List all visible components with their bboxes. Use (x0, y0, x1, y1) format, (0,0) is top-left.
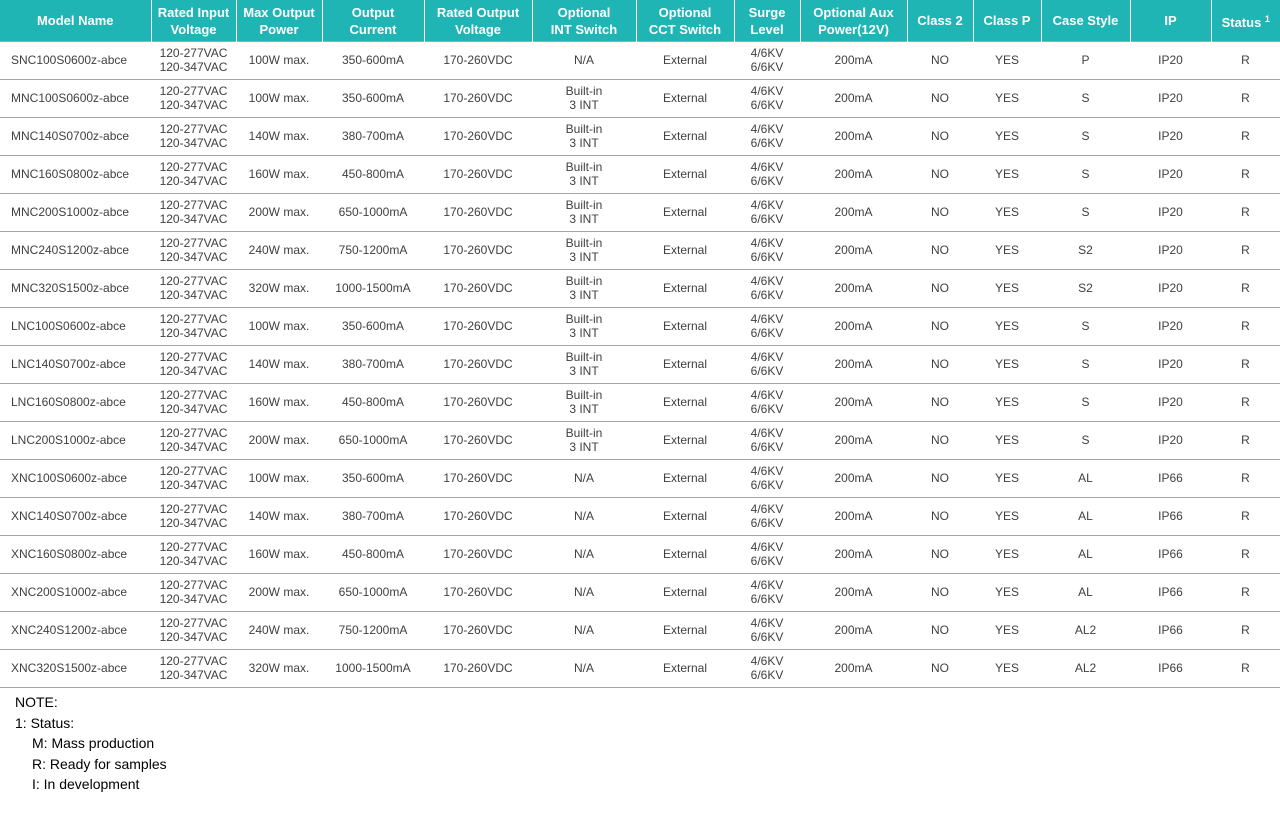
cell-ip: IP20 (1130, 156, 1211, 194)
notes-status-heading: 1: Status: (15, 714, 75, 731)
cell-class-p: YES (973, 156, 1041, 194)
cell-model-name: XNC200S1000z-abce (0, 574, 151, 612)
cell-rated-output-voltage: 170-260VDC (424, 118, 532, 156)
cell-class-p: YES (973, 118, 1041, 156)
cell-rated-output-voltage: 170-260VDC (424, 612, 532, 650)
cell-status: R (1211, 650, 1280, 688)
cell-cct-switch: External (636, 536, 734, 574)
table-row (0, 42, 1280, 80)
cell-class-p: YES (973, 346, 1041, 384)
cell-class-p: YES (973, 308, 1041, 346)
cell-output-current: 750-1200mA (322, 612, 424, 650)
cell-surge-level: 4/6KV 6/6KV (734, 612, 800, 650)
cell-max-output-power: 140W max. (236, 118, 322, 156)
table-row (0, 118, 1280, 156)
cell-int-switch: N/A (532, 574, 636, 612)
table-body (0, 42, 1280, 688)
cell-case-style: S (1041, 308, 1130, 346)
table-row (0, 612, 1280, 650)
cell-surge-level: 4/6KV 6/6KV (734, 574, 800, 612)
cell-ip: IP20 (1130, 346, 1211, 384)
cell-status: R (1211, 308, 1280, 346)
cell-status: R (1211, 42, 1280, 80)
cell-ip: IP66 (1130, 460, 1211, 498)
cell-aux-power: 200mA (800, 270, 907, 308)
cell-output-current: 350-600mA (322, 308, 424, 346)
cell-rated-output-voltage: 170-260VDC (424, 536, 532, 574)
cell-ip: IP66 (1130, 536, 1211, 574)
table-row (0, 574, 1280, 612)
cell-rated-output-voltage: 170-260VDC (424, 384, 532, 422)
cell-int-switch: N/A (532, 650, 636, 688)
table-row (0, 80, 1280, 118)
cell-ip: IP66 (1130, 612, 1211, 650)
cell-max-output-power: 160W max. (236, 384, 322, 422)
cell-model-name: MNC320S1500z-abce (0, 270, 151, 308)
cell-class-2: NO (907, 612, 973, 650)
cell-model-name: LNC200S1000z-abce (0, 422, 151, 460)
cell-ip: IP20 (1130, 194, 1211, 232)
cell-max-output-power: 140W max. (236, 346, 322, 384)
cell-rated-input-voltage: 120-277VAC 120-347VAC (151, 42, 236, 80)
cell-int-switch: Built-in 3 INT (532, 384, 636, 422)
status-footnote-marker: 1 (1264, 13, 1270, 24)
cell-output-current: 1000-1500mA (322, 270, 424, 308)
cell-surge-level: 4/6KV 6/6KV (734, 270, 800, 308)
cell-cct-switch: External (636, 42, 734, 80)
col-header-class-p: Class P (973, 0, 1041, 42)
cell-max-output-power: 100W max. (236, 460, 322, 498)
cell-output-current: 380-700mA (322, 118, 424, 156)
cell-model-name: XNC100S0600z-abce (0, 460, 151, 498)
col-header-model-name: Model Name (0, 0, 151, 42)
cell-case-style: AL2 (1041, 650, 1130, 688)
cell-max-output-power: 200W max. (236, 194, 322, 232)
cell-case-style: AL (1041, 536, 1130, 574)
cell-surge-level: 4/6KV 6/6KV (734, 650, 800, 688)
cell-rated-input-voltage: 120-277VAC 120-347VAC (151, 422, 236, 460)
cell-output-current: 650-1000mA (322, 422, 424, 460)
table-row (0, 498, 1280, 536)
cell-aux-power: 200mA (800, 194, 907, 232)
cell-rated-input-voltage: 120-277VAC 120-347VAC (151, 156, 236, 194)
cell-aux-power: 200mA (800, 80, 907, 118)
table-row (0, 194, 1280, 232)
table-row (0, 422, 1280, 460)
cell-class-p: YES (973, 42, 1041, 80)
cell-case-style: AL (1041, 498, 1130, 536)
cell-rated-input-voltage: 120-277VAC 120-347VAC (151, 650, 236, 688)
cell-output-current: 650-1000mA (322, 194, 424, 232)
cell-class-p: YES (973, 422, 1041, 460)
cell-status: R (1211, 270, 1280, 308)
cell-model-name: MNC240S1200z-abce (0, 232, 151, 270)
cell-class-2: NO (907, 80, 973, 118)
cell-status: R (1211, 460, 1280, 498)
cell-aux-power: 200mA (800, 232, 907, 270)
cell-cct-switch: External (636, 194, 734, 232)
cell-rated-input-voltage: 120-277VAC 120-347VAC (151, 194, 236, 232)
note-item: M: Mass production (32, 735, 155, 751)
cell-int-switch: Built-in 3 INT (532, 80, 636, 118)
cell-output-current: 350-600mA (322, 42, 424, 80)
cell-rated-input-voltage: 120-277VAC 120-347VAC (151, 574, 236, 612)
cell-aux-power: 200mA (800, 650, 907, 688)
cell-model-name: XNC160S0800z-abce (0, 536, 151, 574)
cell-output-current: 380-700mA (322, 346, 424, 384)
cell-class-2: NO (907, 536, 973, 574)
cell-case-style: S (1041, 422, 1130, 460)
cell-model-name: LNC140S0700z-abce (0, 346, 151, 384)
cell-cct-switch: External (636, 308, 734, 346)
cell-aux-power: 200mA (800, 612, 907, 650)
cell-int-switch: N/A (532, 42, 636, 80)
cell-rated-input-voltage: 120-277VAC 120-347VAC (151, 384, 236, 422)
cell-class-p: YES (973, 612, 1041, 650)
cell-status: R (1211, 80, 1280, 118)
cell-cct-switch: External (636, 574, 734, 612)
cell-class-2: NO (907, 194, 973, 232)
cell-model-name: XNC140S0700z-abce (0, 498, 151, 536)
cell-cct-switch: External (636, 384, 734, 422)
cell-ip: IP66 (1130, 650, 1211, 688)
cell-int-switch: Built-in 3 INT (532, 308, 636, 346)
table-row (0, 460, 1280, 498)
table-row (0, 650, 1280, 688)
cell-aux-power: 200mA (800, 422, 907, 460)
col-header-status: Status $^1$ (1211, 0, 1280, 42)
cell-aux-power: 200mA (800, 42, 907, 80)
cell-case-style: S (1041, 80, 1130, 118)
cell-surge-level: 4/6KV 6/6KV (734, 308, 800, 346)
cell-max-output-power: 160W max. (236, 156, 322, 194)
cell-cct-switch: External (636, 118, 734, 156)
cell-status: R (1211, 536, 1280, 574)
cell-case-style: S (1041, 118, 1130, 156)
cell-cct-switch: External (636, 156, 734, 194)
cell-rated-output-voltage: 170-260VDC (424, 422, 532, 460)
cell-rated-output-voltage: 170-260VDC (424, 498, 532, 536)
cell-case-style: S (1041, 194, 1130, 232)
cell-output-current: 450-800mA (322, 536, 424, 574)
col-header-case-style: Case Style (1041, 0, 1130, 42)
cell-int-switch: Built-in 3 INT (532, 270, 636, 308)
cell-rated-output-voltage: 170-260VDC (424, 42, 532, 80)
cell-case-style: S (1041, 346, 1130, 384)
cell-int-switch: N/A (532, 498, 636, 536)
cell-ip: IP66 (1130, 498, 1211, 536)
cell-class-p: YES (973, 270, 1041, 308)
cell-status: R (1211, 194, 1280, 232)
cell-aux-power: 200mA (800, 574, 907, 612)
cell-int-switch: Built-in 3 INT (532, 194, 636, 232)
cell-rated-output-voltage: 170-260VDC (424, 270, 532, 308)
cell-model-name: LNC100S0600z-abce (0, 308, 151, 346)
cell-max-output-power: 100W max. (236, 80, 322, 118)
col-header-class-2: Class 2 (907, 0, 973, 42)
cell-output-current: 350-600mA (322, 460, 424, 498)
cell-cct-switch: External (636, 650, 734, 688)
cell-cct-switch: External (636, 498, 734, 536)
cell-status: R (1211, 612, 1280, 650)
cell-cct-switch: External (636, 346, 734, 384)
cell-ip: IP20 (1130, 308, 1211, 346)
cell-output-current: 650-1000mA (322, 574, 424, 612)
cell-aux-power: 200mA (800, 384, 907, 422)
cell-case-style: S2 (1041, 270, 1130, 308)
cell-surge-level: 4/6KV 6/6KV (734, 422, 800, 460)
col-header-cct-switch: Optional CCT Switch (636, 0, 734, 42)
col-header-max-output-power: Max Output Power (236, 0, 322, 42)
cell-class-2: NO (907, 308, 973, 346)
cell-class-2: NO (907, 232, 973, 270)
cell-status: R (1211, 574, 1280, 612)
cell-aux-power: 200mA (800, 460, 907, 498)
cell-model-name: XNC320S1500z-abce (0, 650, 151, 688)
col-header-surge-level: Surge Level (734, 0, 800, 42)
cell-case-style: AL2 (1041, 612, 1130, 650)
cell-class-p: YES (973, 232, 1041, 270)
cell-rated-input-voltage: 120-277VAC 120-347VAC (151, 232, 236, 270)
cell-rated-input-voltage: 120-277VAC 120-347VAC (151, 346, 236, 384)
cell-aux-power: 200mA (800, 308, 907, 346)
cell-rated-output-voltage: 170-260VDC (424, 460, 532, 498)
cell-rated-output-voltage: 170-260VDC (424, 156, 532, 194)
col-header-aux-power: Optional Aux Power(12V) (800, 0, 907, 42)
cell-surge-level: 4/6KV 6/6KV (734, 536, 800, 574)
cell-class-2: NO (907, 460, 973, 498)
cell-rated-input-voltage: 120-277VAC 120-347VAC (151, 118, 236, 156)
table-row (0, 536, 1280, 574)
table-row (0, 270, 1280, 308)
cell-model-name: MNC200S1000z-abce (0, 194, 151, 232)
cell-class-2: NO (907, 498, 973, 536)
cell-model-name: MNC160S0800z-abce (0, 156, 151, 194)
cell-status: R (1211, 118, 1280, 156)
cell-output-current: 750-1200mA (322, 232, 424, 270)
cell-rated-output-voltage: 170-260VDC (424, 80, 532, 118)
cell-max-output-power: 240W max. (236, 612, 322, 650)
cell-rated-output-voltage: 170-260VDC (424, 308, 532, 346)
col-header-ip: IP (1130, 0, 1211, 42)
cell-model-name: SNC100S0600z-abce (0, 42, 151, 80)
note-item: I: In development (32, 776, 140, 792)
cell-output-current: 450-800mA (322, 156, 424, 194)
cell-max-output-power: 160W max. (236, 536, 322, 574)
cell-surge-level: 4/6KV 6/6KV (734, 42, 800, 80)
cell-case-style: AL (1041, 460, 1130, 498)
col-header-int-switch: Optional INT Switch (532, 0, 636, 42)
cell-aux-power: 200mA (800, 156, 907, 194)
cell-class-2: NO (907, 650, 973, 688)
cell-status: R (1211, 498, 1280, 536)
cell-class-p: YES (973, 498, 1041, 536)
table-row (0, 232, 1280, 270)
cell-int-switch: N/A (532, 460, 636, 498)
notes-title: NOTE: (15, 694, 58, 710)
cell-rated-input-voltage: 120-277VAC 120-347VAC (151, 460, 236, 498)
cell-rated-output-voltage: 170-260VDC (424, 650, 532, 688)
cell-class-2: NO (907, 574, 973, 612)
cell-output-current: 380-700mA (322, 498, 424, 536)
cell-rated-output-voltage: 170-260VDC (424, 574, 532, 612)
cell-cct-switch: External (636, 80, 734, 118)
cell-cct-switch: External (636, 460, 734, 498)
cell-cct-switch: External (636, 612, 734, 650)
cell-surge-level: 4/6KV 6/6KV (734, 384, 800, 422)
cell-cct-switch: External (636, 270, 734, 308)
cell-ip: IP20 (1130, 80, 1211, 118)
cell-max-output-power: 200W max. (236, 422, 322, 460)
cell-aux-power: 200mA (800, 536, 907, 574)
cell-max-output-power: 100W max. (236, 42, 322, 80)
cell-class-2: NO (907, 346, 973, 384)
cell-max-output-power: 200W max. (236, 574, 322, 612)
cell-max-output-power: 320W max. (236, 270, 322, 308)
cell-surge-level: 4/6KV 6/6KV (734, 498, 800, 536)
header-row (0, 0, 1280, 42)
cell-surge-level: 4/6KV 6/6KV (734, 194, 800, 232)
cell-aux-power: 200mA (800, 498, 907, 536)
cell-surge-level: 4/6KV 6/6KV (734, 460, 800, 498)
cell-int-switch: Built-in 3 INT (532, 118, 636, 156)
cell-int-switch: N/A (532, 536, 636, 574)
cell-class-p: YES (973, 650, 1041, 688)
cell-class-p: YES (973, 194, 1041, 232)
cell-class-2: NO (907, 422, 973, 460)
cell-surge-level: 4/6KV 6/6KV (734, 80, 800, 118)
col-header-output-current: Output Current (322, 0, 424, 42)
cell-class-p: YES (973, 574, 1041, 612)
cell-ip: IP20 (1130, 422, 1211, 460)
cell-int-switch: Built-in 3 INT (532, 346, 636, 384)
cell-class-2: NO (907, 270, 973, 308)
cell-cct-switch: External (636, 232, 734, 270)
cell-rated-output-voltage: 170-260VDC (424, 194, 532, 232)
cell-class-p: YES (973, 536, 1041, 574)
cell-rated-input-voltage: 120-277VAC 120-347VAC (151, 270, 236, 308)
cell-status: R (1211, 346, 1280, 384)
cell-surge-level: 4/6KV 6/6KV (734, 156, 800, 194)
cell-int-switch: Built-in 3 INT (532, 422, 636, 460)
cell-max-output-power: 240W max. (236, 232, 322, 270)
cell-rated-input-voltage: 120-277VAC 120-347VAC (151, 612, 236, 650)
cell-rated-output-voltage: 170-260VDC (424, 346, 532, 384)
cell-case-style: P (1041, 42, 1130, 80)
cell-aux-power: 200mA (800, 346, 907, 384)
cell-status: R (1211, 232, 1280, 270)
col-header-rated-output-voltage: Rated Output Voltage (424, 0, 532, 42)
table-row (0, 308, 1280, 346)
cell-output-current: 1000-1500mA (322, 650, 424, 688)
cell-model-name: MNC100S0600z-abce (0, 80, 151, 118)
cell-ip: IP20 (1130, 232, 1211, 270)
cell-ip: IP20 (1130, 42, 1211, 80)
cell-ip: IP20 (1130, 270, 1211, 308)
cell-cct-switch: External (636, 422, 734, 460)
col-header-rated-input-voltage: Rated Input Voltage (151, 0, 236, 42)
cell-ip: IP20 (1130, 118, 1211, 156)
cell-rated-input-voltage: 120-277VAC 120-347VAC (151, 498, 236, 536)
cell-aux-power: 200mA (800, 118, 907, 156)
cell-class-2: NO (907, 42, 973, 80)
cell-max-output-power: 320W max. (236, 650, 322, 688)
cell-surge-level: 4/6KV 6/6KV (734, 346, 800, 384)
cell-class-2: NO (907, 118, 973, 156)
cell-model-name: MNC140S0700z-abce (0, 118, 151, 156)
cell-int-switch: Built-in 3 INT (532, 156, 636, 194)
cell-class-p: YES (973, 80, 1041, 118)
cell-class-2: NO (907, 384, 973, 422)
cell-status: R (1211, 156, 1280, 194)
table-row (0, 346, 1280, 384)
cell-output-current: 450-800mA (322, 384, 424, 422)
cell-case-style: S (1041, 156, 1130, 194)
cell-class-2: NO (907, 156, 973, 194)
note-item: R: Ready for samples (32, 755, 167, 772)
cell-case-style: S (1041, 384, 1130, 422)
cell-surge-level: 4/6KV 6/6KV (734, 118, 800, 156)
cell-class-p: YES (973, 384, 1041, 422)
cell-case-style: AL (1041, 574, 1130, 612)
cell-case-style: S2 (1041, 232, 1130, 270)
cell-rated-input-voltage: 120-277VAC 120-347VAC (151, 80, 236, 118)
notes-section (15, 692, 167, 795)
cell-model-name: XNC240S1200z-abce (0, 612, 151, 650)
cell-model-name: LNC160S0800z-abce (0, 384, 151, 422)
cell-max-output-power: 140W max. (236, 498, 322, 536)
cell-int-switch: N/A (532, 612, 636, 650)
cell-ip: IP20 (1130, 384, 1211, 422)
cell-rated-input-voltage: 120-277VAC 120-347VAC (151, 536, 236, 574)
cell-ip: IP66 (1130, 574, 1211, 612)
table-row (0, 156, 1280, 194)
cell-status: R (1211, 384, 1280, 422)
cell-rated-input-voltage: 120-277VAC 120-347VAC (151, 308, 236, 346)
table-row (0, 384, 1280, 422)
cell-output-current: 350-600mA (322, 80, 424, 118)
cell-class-p: YES (973, 460, 1041, 498)
cell-int-switch: Built-in 3 INT (532, 232, 636, 270)
cell-rated-output-voltage: 170-260VDC (424, 232, 532, 270)
cell-status: R (1211, 422, 1280, 460)
cell-max-output-power: 100W max. (236, 308, 322, 346)
cell-surge-level: 4/6KV 6/6KV (734, 232, 800, 270)
